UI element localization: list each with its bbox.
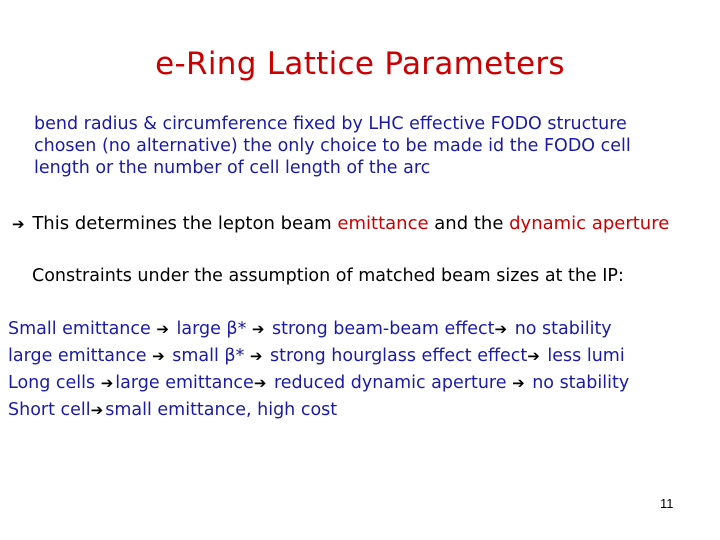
list-item	[8, 343, 629, 370]
list-item-text: Short cell	[8, 400, 91, 420]
emittance-highlight: emittance	[337, 213, 429, 234]
list-item-text: less lumi	[541, 346, 625, 366]
arrow-icon: ➔	[253, 374, 267, 392]
list-item-text: large β*	[170, 319, 252, 339]
intro-line-2: chosen (no alternative) the only choice to be made id the FODO cell	[34, 136, 631, 156]
list-item	[8, 397, 629, 424]
list-item-text: large emittance	[115, 373, 254, 393]
list-item-text: reduced dynamic aperture	[268, 373, 513, 393]
arrow-icon: ➔	[152, 347, 165, 365]
list-item-text: small emittance, high cost	[105, 400, 338, 420]
list-item	[8, 370, 629, 397]
page-number: 11	[660, 496, 674, 511]
arrow-icon: ➔	[156, 320, 169, 338]
arrow-icon: ➔	[100, 374, 114, 392]
intro-line-1: bend radius & circumference fixed by LHC effective FODO structure	[34, 114, 627, 134]
determines-text: This determines the lepton beam	[32, 213, 338, 234]
list-item-text: strong beam-beam effect	[266, 319, 495, 339]
intro-paragraph	[34, 113, 714, 179]
list-item-text: Long cells	[8, 373, 101, 393]
determines-statement	[12, 213, 669, 234]
arrow-icon: ➔	[512, 374, 525, 392]
list-item-text: Small emittance	[8, 319, 157, 339]
intro-line-3: length or the number of cell length of the arc	[34, 158, 431, 178]
list-item-text: small β*	[166, 346, 250, 366]
slide-title: e-Ring Lattice Parameters	[155, 46, 565, 82]
determines-mid: and the	[428, 213, 510, 234]
list-item-text: large emittance	[8, 346, 153, 366]
list-item-text: no stability	[509, 319, 612, 339]
arrow-icon: ➔	[249, 347, 263, 365]
arrow-icon: ➔	[90, 401, 104, 419]
list-item-text: strong hourglass effect effect	[264, 346, 528, 366]
consequence-list	[8, 316, 629, 424]
list-item	[8, 316, 629, 343]
arrow-icon: ➔	[527, 347, 540, 365]
arrow-icon: ➔	[494, 320, 508, 338]
constraints-heading: Constraints under the assumption of matched beam sizes at the IP:	[32, 266, 624, 286]
list-item-text: no stability	[526, 373, 630, 393]
arrow-icon: ➔	[251, 320, 265, 338]
arrow-icon: ➔	[12, 215, 25, 233]
dynamic-aperture-highlight: dynamic aperture	[509, 213, 670, 234]
